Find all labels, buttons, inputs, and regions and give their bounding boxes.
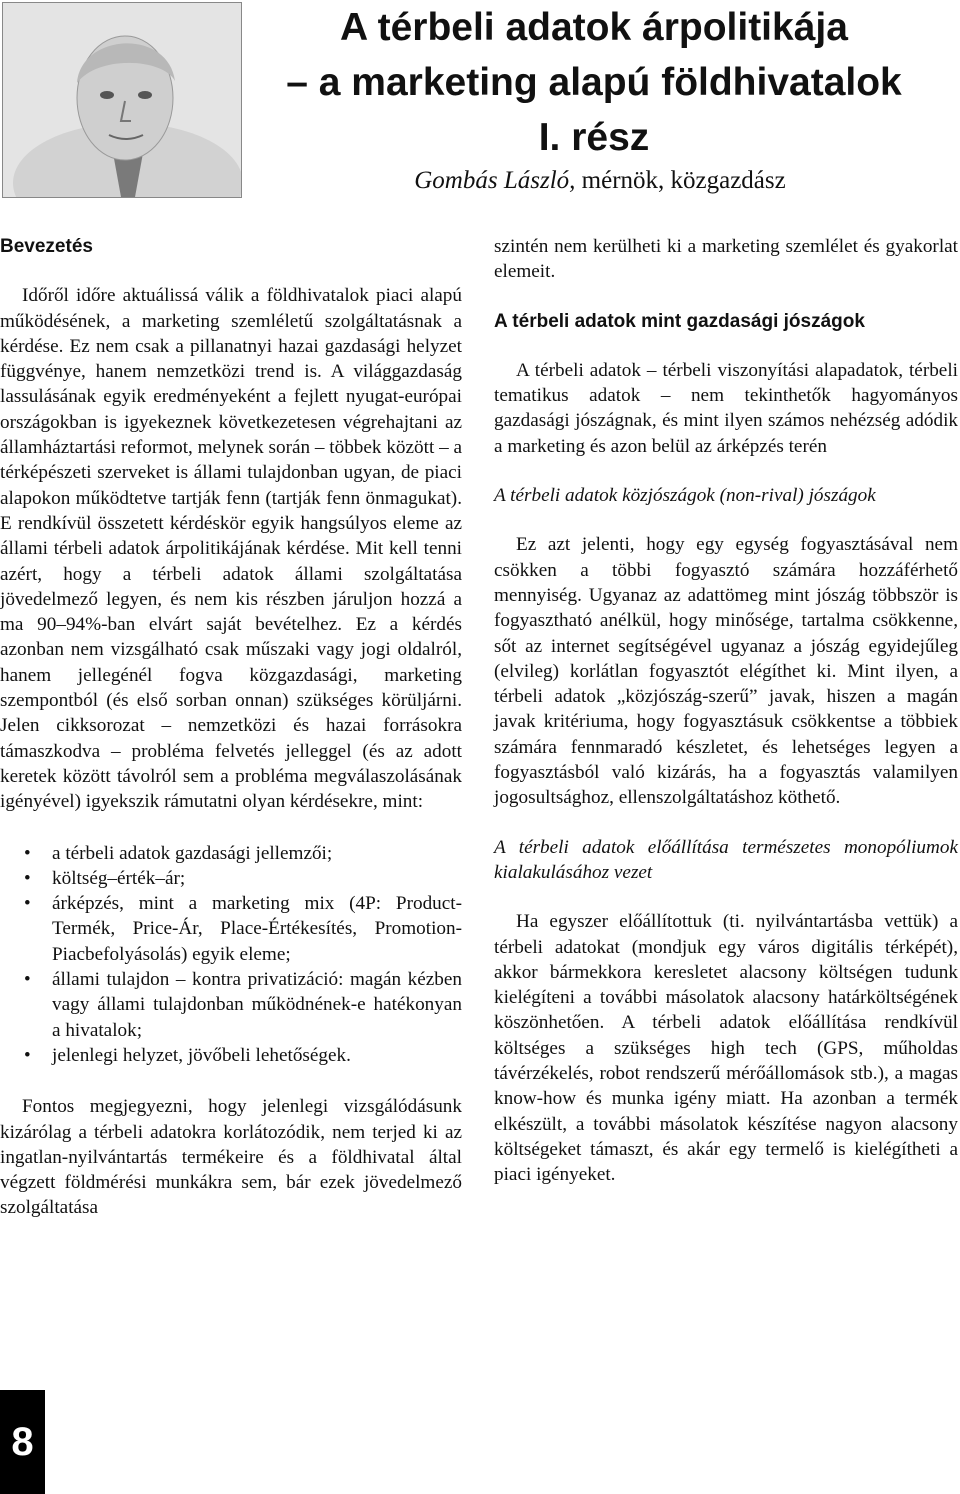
section-heading-introduction: Bevezetés xyxy=(0,236,93,257)
author-name: Gombás László, xyxy=(414,167,576,194)
author-photo xyxy=(2,2,242,198)
right-column xyxy=(494,234,958,1188)
economic-goods-paragraph: A térbeli adatok – térbeli viszonyítási alapadatok, térbeli tematikus adatok – nem tekinthetők hagyományos gazdasági jószágnak, és mint ilyen számos nehézség adódik a marketing és azon belül az árképzés terén xyxy=(494,359,958,457)
author-portrait-image xyxy=(3,3,241,197)
section-heading-economic-goods: A térbeli adatok mint gazdasági jószágok xyxy=(494,310,865,332)
left-column xyxy=(0,234,462,1221)
author-line xyxy=(250,166,950,196)
continuation-paragraph: szintén nem kerülheti ki a marketing szemlélet és gyakorlat elemeit. xyxy=(494,236,958,283)
natural-monopolies-paragraph: Ha egyszer előállítottuk (ti. nyilvántartásba vettük) a térbeli adatokat (mondjuk egy város digitális térképét), akkor bármekkora keresletet alacsony költségen tudunk kielégíteni a további másolatok alacsony határköltségének köszönhetően. A térbeli adatok előállítása rendkívül költséges a szükséges high tech (GPS, műholdas távérzékelés, robot rendszerű mérőállomások stb.), a magas know-how és munka igény miatt. Ha azonban a termék elkészült, a további másolatok készítése nagyon alacsony költségeket támaszt, és akár egy termelő is kielégítheti a piaci igényeket. xyxy=(494,911,958,1186)
list-item: • költség–érték–ár; xyxy=(0,866,462,891)
topic-list xyxy=(0,841,462,1069)
title-line-3: I. rész xyxy=(538,116,650,159)
subheading-natural-monopolies: A térbeli adatok előállítása természetes monopóliumok kialakulásához vezet xyxy=(494,836,958,883)
list-item: • állami tulajdon – kontra privatizáció: magán kézben vagy állami tulajdonban működnének-e hatékonyan a hivatalok; xyxy=(0,967,462,1043)
author-role: mérnök, közgazdász xyxy=(575,167,786,194)
title-line-1: A térbeli adatok árpolitikája xyxy=(340,6,848,49)
list-item: • árképzés, mint a marketing mix (4P: Product-Termék, Price-Ár, Place-Értékesítés, Promotion-Piacbefolyásolás) egyik eleme; xyxy=(0,891,462,967)
page-number: 8 xyxy=(0,1390,45,1494)
subheading-public-goods: A térbeli adatok közjószágok (non-rival) jószágok xyxy=(494,485,876,507)
scope-paragraph: Fontos megjegyezni, hogy jelenlegi vizsgálódásunk kizárólag a térbeli adatokra korlátozódik, nem terjed ki az ingatlan-nyilvántartás termékeire és a földhivatal által végzett földmérési munkákra sem, bár ezek jövedelmező szolgáltatása xyxy=(0,1096,462,1219)
title-line-2: – a marketing alapú földhivatalok xyxy=(286,61,902,104)
intro-paragraph: Időről időre aktuálissá válik a földhivatalok piaci alapú működésének, a marketing szemléletű szolgáltatásnak a kérdése. Ez nem csak a pillanatnyi hazai gazdasági helyzet függvénye, hanem nemzetközi trend is. A világgazdaság lassulásának egyik eredményeként a fejlett nyugat-európai országokban is igyekeznek következetesen végrehajtani az államháztartási reformot, melynek során – többek között – a térképészeti szerveket is állami tulajdonban ugyan, de piaci alapokon működtetve tartják fenn (tartják fenn önmagukat). E rendkívül összetett kérdéskör egyik hangsúlyos eleme az állami térbeli adatok árpolitikájának kérdése. Mit kell tenni azért, hogy a térbeli adatok állami szolgáltatása jövedelmező legyen, és nem kis részben járuljon hozzá a ma 90–94%-ban elvárt saját bevételhez. Ez a kérdés azonban nem vizsgálható csak műszaki vagy jogi oldalról, hanem jellegénél fogva közgazdasági, marketing szempontból (és első sorban onnan) szükséges körüljárni. Jelen cikksorozat – nemzetközi és hazai forrásokra támaszkodva – probléma felvetés jelleggel (és az adott keretek között távolról sem a probléma megválaszolásának igényével) igyekszik rámutatni olyan kérdésekre, mint: xyxy=(0,285,462,813)
list-item: • jelenlegi helyzet, jövőbeli lehetőségek. xyxy=(0,1043,462,1068)
article-title xyxy=(232,0,956,165)
public-goods-paragraph: Ez azt jelenti, hogy egy egység fogyasztásával nem csökken a többi fogyasztó számára hozzáférhető mennyiség. Ugyanaz az adattömeg mint jószág többször is fogyasztható anélkül, hogy minősége, tartalma csökkenne, sőt az internet segítségével ugyanaz a jószág egyidejűleg (elvileg) korlátlan fogyasztót elégíthet ki. Mint ilyen, a térbeli adatok „közjószág-szerű” javak, hiszen a magán javak kritériuma, hogy fogyasztásuk csökkentse a többiek számára fennmaradó készletet, és lehetséges legyen a fogyasztásból való kizárás, ha a fogyasztás valamilyen jogosultsághoz, ellenszolgáltatáshoz köthető. xyxy=(494,534,958,809)
list-item: • a térbeli adatok gazdasági jellemzői; xyxy=(0,841,462,866)
